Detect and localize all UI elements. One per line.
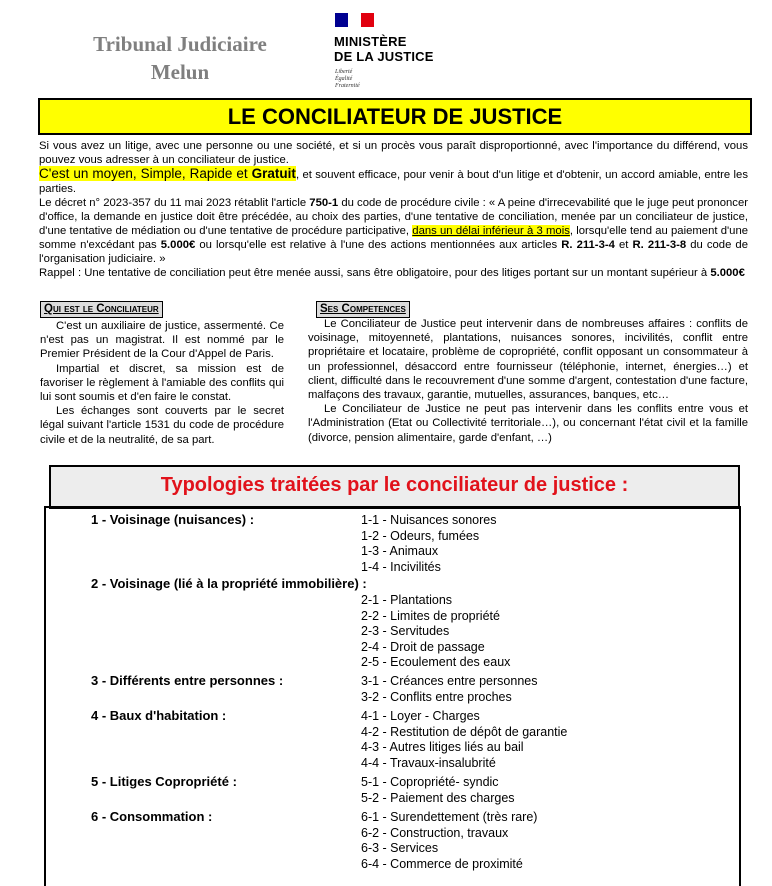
typology-item: 6-4 - Commerce de proximité	[361, 856, 523, 871]
page-title: LE CONCILIATEUR DE JUSTICE	[38, 98, 752, 135]
court-name	[62, 30, 298, 86]
typology-item: 1-2 - Odeurs, fumées	[361, 528, 480, 543]
section-title-competences	[316, 299, 410, 318]
qui-est-title: Qui est le Conciliateur	[40, 301, 163, 318]
intro-paragraph-2	[39, 167, 748, 196]
typology-item: 3-1 - Créances entre personnes	[361, 674, 538, 688]
reminder-amount: 5.000€	[710, 267, 745, 279]
decree-delay: dans un délai inférieur à 3 mois	[412, 225, 570, 237]
slogan-gratuit: Gratuit	[251, 166, 296, 181]
motto-fraternite: Fraternité	[335, 83, 360, 89]
reminder-text: Rappel : Une tentative de conciliation peut être menée aussi, sans être obligatoire, pour des litiges portant sur un montant supérieur à	[39, 267, 711, 279]
typology-item: 4-1 - Loyer - Charges	[361, 709, 480, 723]
competences-title: Ses Competences	[316, 301, 410, 318]
typology-item: 4-2 - Restitution de dépôt de garantie	[361, 724, 568, 739]
typology-item: 6-2 - Construction, travaux	[361, 825, 509, 840]
decree-text-c: , lorsqu'elle tend au paiement d'une somme n'excédant pas	[39, 225, 749, 251]
french-flag-icon	[335, 13, 375, 27]
right-paragraph-2: Le Conciliateur de Justice ne peut pas intervenir dans les conflits entre vous et l'Administration (Etat ou Collectivité territoriale…), ou concernant l'état civil et la famille (divorce, pension alimentaire, garde d'enfant, …)	[308, 403, 748, 444]
typology-item: 2-2 - Limites de propriété	[361, 608, 500, 623]
intro-text	[39, 139, 748, 280]
typology-category: 1 - Voisinage (nuisances) :	[91, 512, 255, 527]
slogan	[39, 166, 296, 181]
intro-paragraph-4	[39, 266, 748, 280]
slogan-rest: , et souvent efficace, pour venir à bout d'un litige et d'obtenir, un accord amiable, entre les parties.	[39, 169, 748, 195]
typology-category: 2 - Voisinage (lié à la propriété immobilière) :	[91, 576, 367, 591]
decree-text-d: ou lorsqu'elle est relative à l'une des actions mentionnées aux articles	[195, 239, 562, 251]
typology-item: 2-3 - Servitudes	[361, 624, 450, 638]
slogan-text: C'est un moyen, Simple, Rapide et	[39, 166, 252, 181]
typology-item: 1-1 - Nuisances sonores	[361, 513, 497, 527]
right-column	[308, 317, 748, 445]
republic-motto	[335, 69, 360, 90]
typology-category: 3 - Différents entre personnes :	[91, 673, 284, 688]
court-line-2: Melun	[150, 60, 210, 84]
typology-item: 2-4 - Droit de passage	[361, 639, 485, 654]
left-paragraph-3: Les échanges sont couverts par le secret légal suivant l'article 1531 du code de procédure civile et de la neutralité, de sa part.	[40, 405, 284, 446]
decree-text-a: Le décret n° 2023-357 du 11 mai 2023 rétablit l'article	[39, 197, 310, 209]
intro-paragraph-3	[39, 196, 748, 266]
decree-ref-2: R. 211-3-8	[632, 239, 687, 251]
decree-ref-1: R. 211-3-4	[561, 239, 615, 251]
typology-item: 2-5 - Ecoulement des eaux	[361, 655, 511, 669]
typology-category: 6 - Consommation :	[91, 809, 213, 824]
typology-category: 4 - Baux d'habitation :	[91, 708, 227, 723]
ministry-logo	[334, 34, 434, 64]
typology-item: 4-3 - Autres litiges liés au bail	[361, 740, 524, 754]
typology-item: 1-3 - Animaux	[361, 544, 439, 558]
decree-text-e: et	[614, 239, 633, 251]
intro-paragraph-1: Si vous avez un litige, avec une personne ou une société, et si un procès vous paraît disproportionné, avec l'importance du différend, vous pouvez vous adresser à un conciliateur de justice.	[39, 140, 748, 166]
typology-item: 5-2 - Paiement des charges	[361, 790, 515, 805]
ministry-line-2: DE LA JUSTICE	[334, 49, 434, 64]
typology-item: 6-1 - Surendettement (très rare)	[361, 810, 538, 824]
section-title-qui	[40, 299, 163, 318]
court-line-1: Tribunal Judiciaire	[93, 32, 267, 56]
left-paragraph-1: C'est un auxiliaire de justice, assermenté. Ce n'est pas un magistrat. Il est nommé par le Premier Président de la Cour d'Appel de Paris.	[40, 320, 284, 361]
typology-item: 4-4 - Travaux-insalubrité	[361, 755, 496, 770]
decree-text-b: du code de procédure civile : « A peine d'irrecevabilité que le juge peut prononcer d'office, la demande en justice doit être précédée, au choix des parties, d'une tentative de conciliation, menée par un conciliateur de justice, d'une tentative de médiation ou d'une tentative de procédure participative,	[39, 197, 748, 237]
typology-item: 1-4 - Incivilités	[361, 559, 441, 574]
right-paragraph-1: Le Conciliateur de Justice peut intervenir dans de nombreuses affaires : conflits de voisinage, mitoyenneté, plantations, nuisances sonores, incivilités, conflit entre propriétaire et locataire, problème de copropriété, conflit opposant un consommateur à un professionnel, désaccord entre fournisseur (téléphonie, internet, énergies…) et client, difficulté dans le recouvrement d'une somme d'argent, contestation d'une facture, malfaçons des travaux, garantie, mutuelles, assurances, banques, etc…	[308, 318, 748, 402]
typologies-title: Typologies traitées par le conciliateur de justice :	[160, 474, 629, 496]
typology-item: 5-1 - Copropriété- syndic	[361, 775, 499, 789]
typology-category: 5 - Litiges Copropriété :	[91, 774, 237, 789]
ministry-line-1: MINISTÈRE	[334, 34, 407, 49]
motto-liberte: Liberté	[335, 69, 353, 75]
left-paragraph-2: Impartial et discret, sa mission est de favoriser le règlement à l'amiable des conflits qui lui sont soumis et d'en faire le constat.	[40, 362, 284, 404]
typology-item: 3-2 - Conflits entre proches	[361, 689, 512, 704]
decree-article: 750-1	[309, 197, 339, 209]
decree-amount: 5.000€	[160, 239, 196, 251]
left-column	[40, 319, 284, 447]
decree-text-f: du code de l'organisation judiciaire. »	[39, 239, 748, 265]
motto-egalite: Égalité	[335, 76, 353, 82]
typology-item: 6-3 - Services	[361, 841, 439, 855]
typology-item: 2-1 - Plantations	[361, 593, 453, 607]
